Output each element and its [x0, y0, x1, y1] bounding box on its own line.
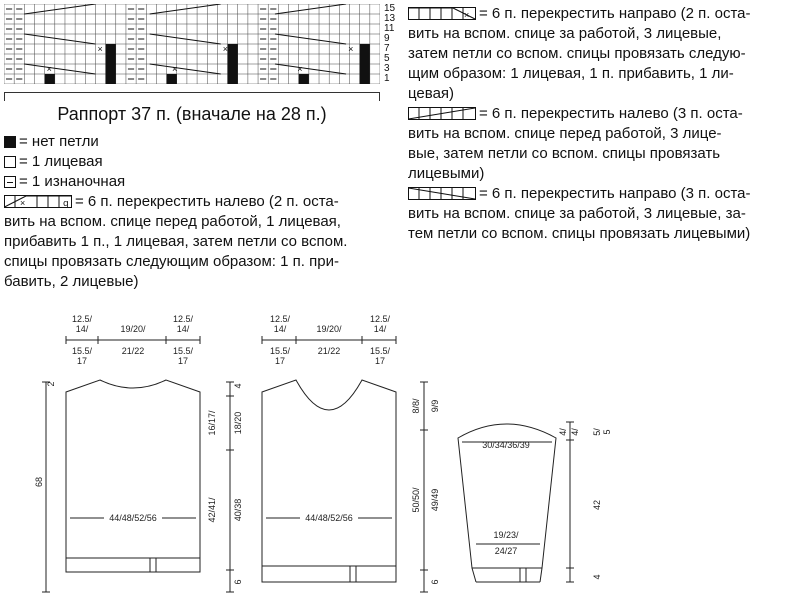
back-low-shoulder-left-b: 17 [76, 356, 88, 366]
row-number: 13 [384, 13, 396, 24]
legend-knit: = 1 лицевая [4, 152, 384, 172]
row-number: 3 [384, 63, 390, 74]
legend-cable-left-increase: × ꝗ = 6 п. перекрестить налево (2 п. оста- [4, 192, 384, 212]
rapport-label: Раппорт 37 п. (вначале на 28 п.) [57, 104, 327, 124]
front-left-armhole-a: 16/17/ [207, 410, 217, 436]
front-top-shoulder-left-b: 14/ [273, 324, 287, 334]
legend-left: = нет петли = 1 лицевая = 1 изнаночная × ꝗ = 6 п. перекрестить налево (2 п. оста- вить на вспом. спице перед работой, 1 лицевая, прибавить 1 п., 1 лицевая, затем петли со вспом. спицы провязать следующим образом: 1 п. при- бавить, 2 лицевые) [4, 132, 384, 292]
purl-symbol-icon [4, 176, 16, 188]
sleeve-cap-b: 4/ [570, 428, 580, 436]
front-top-shoulder-left-a: 12.5/ [269, 314, 291, 324]
svg-text:×: × [97, 44, 103, 54]
front-left-top-label: 4 [233, 383, 243, 389]
front-low-shoulder-left-b: 17 [274, 356, 286, 366]
legend-cable-left: = 6 п. перекрестить налево (3 п. оста- [408, 104, 788, 124]
legend-right: × = 6 п. перекрестить направо (2 п. оста- вить на вспом. спице за работой, 3 лицевые, затем петли со вспом. спицы провязать следую- щим образом: 1 лицевая, 1 п. прибавить, 1 ли- цевая) = 6 п. перекрестить налево (3 п. оста- вить на вспом. спице перед работой, 3 лице- вые, затем петли со вспом. спицы провязать лицевыми) = 6 п. перекрестить направо (3 п. оста- вить на вспом. спице за работой, 3 лицевые, за- тем петли со вспом. спицы провязать лицевыми) [408, 4, 788, 244]
back-top-shoulder-left-a: 12.5/ [71, 314, 93, 324]
sleeve-cap-c: 5/ [592, 428, 602, 436]
svg-text:×: × [20, 198, 26, 208]
front-right-rib-label: 6 [430, 579, 440, 585]
front-top-neck: 19/20/ [316, 324, 342, 334]
front-top-shoulder-right-b: 14/ [373, 324, 387, 334]
svg-text:×: × [297, 64, 303, 74]
front-right-neck-b: 9/9 [430, 399, 440, 413]
front-left-body-b: 40/38 [233, 498, 243, 522]
cable-left-increase-icon [4, 195, 72, 208]
front-right-body-b: 49/49 [430, 488, 440, 512]
svg-text:×: × [464, 10, 470, 20]
back-top-shoulder-right-a: 12.5/ [172, 314, 194, 324]
sleeve-bottom-a: 19/23/ [493, 530, 519, 540]
svg-text:×: × [222, 44, 229, 54]
garment-schematics [0, 300, 800, 608]
sleeve-cap-a: 4/ [558, 428, 568, 436]
legend-cable-right-increase: × = 6 п. перекрестить направо (2 п. оста- [408, 4, 788, 24]
row-number: 1 [384, 73, 390, 84]
front-low-shoulder-left-a: 15.5/ [269, 346, 291, 356]
svg-text:×: × [46, 64, 52, 74]
sleeve-length-label: 42 [592, 499, 602, 511]
front-left-armhole-b: 18/20 [233, 411, 243, 435]
front-low-neck: 21/22 [317, 346, 341, 356]
front-width-label: 44/48/52/56 [305, 513, 353, 523]
no-stitch-symbol-icon [4, 136, 16, 148]
row-number: 9 [384, 33, 390, 44]
knitting-chart [4, 4, 380, 84]
svg-text:×: × [348, 44, 354, 54]
sleeve-cap-d: 5 [602, 429, 612, 435]
cable-right-increase-icon [408, 7, 476, 20]
back-height-label: 68 [34, 476, 44, 488]
back-schematic [42, 336, 200, 592]
front-left-rib-label: 6 [233, 579, 243, 585]
front-top-shoulder-right-a: 12.5/ [369, 314, 391, 324]
knit-symbol-icon [4, 156, 16, 168]
svg-text:ꝗ: ꝗ [63, 198, 69, 208]
back-neck-depth-label: 2 [46, 381, 56, 387]
row-number: 15 [384, 3, 396, 14]
back-top-neck: 19/20/ [120, 324, 146, 334]
front-right-body-a: 50/50/ [411, 487, 421, 513]
front-right-neck-a: 8/8/ [411, 398, 421, 414]
sleeve-bottom-b: 24/27 [494, 546, 518, 556]
cable-left-icon [408, 107, 476, 120]
back-low-neck: 21/22 [121, 346, 145, 356]
row-number: 7 [384, 43, 390, 54]
back-low-shoulder-right-b: 17 [177, 356, 189, 366]
legend-purl: = 1 изнаночная [4, 172, 384, 192]
front-low-shoulder-right-b: 17 [374, 356, 386, 366]
row-number: 5 [384, 53, 390, 64]
front-schematic [226, 336, 428, 592]
front-left-body-a: 42/41/ [207, 497, 217, 523]
sleeve-top-width-label: 30/34/36/39 [482, 440, 530, 450]
legend-no-stitch: = нет петли [4, 132, 384, 152]
legend-cable-right: = 6 п. перекрестить направо (3 п. оста- [408, 184, 788, 204]
rapport-bracket [4, 92, 380, 101]
front-low-shoulder-right-a: 15.5/ [369, 346, 391, 356]
back-low-shoulder-left-a: 15.5/ [71, 346, 93, 356]
svg-text:×: × [171, 64, 178, 74]
back-top-shoulder-right-b: 14/ [176, 324, 190, 334]
back-width-label: 44/48/52/56 [109, 513, 157, 523]
back-low-shoulder-right-a: 15.5/ [172, 346, 194, 356]
sleeve-cuff-label: 4 [592, 574, 602, 580]
row-number: 11 [384, 23, 395, 34]
back-top-shoulder-left-b: 14/ [75, 324, 89, 334]
cable-right-icon [408, 187, 476, 200]
chart-row-numbers [384, 4, 398, 84]
